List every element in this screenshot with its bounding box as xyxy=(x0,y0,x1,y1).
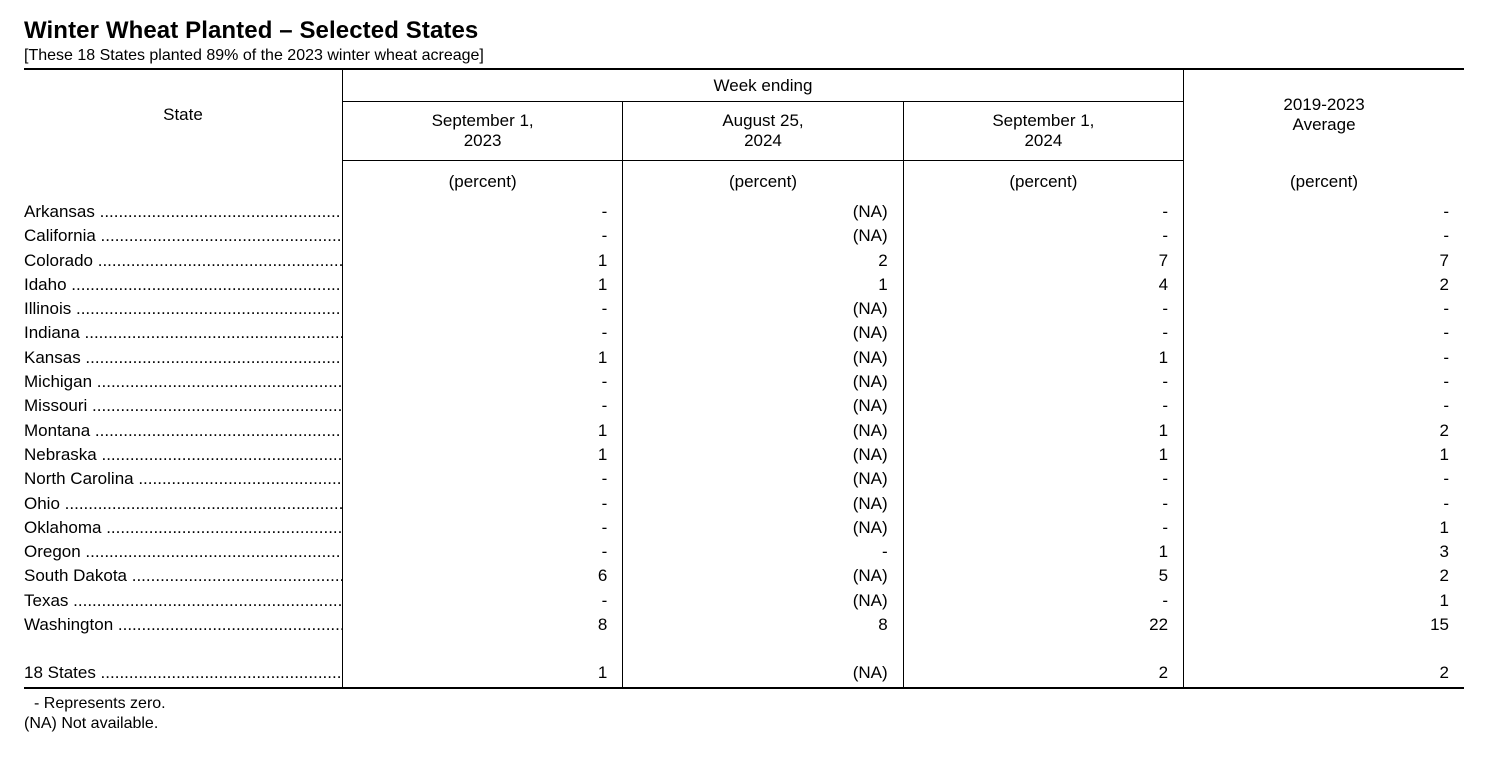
table-row xyxy=(24,564,1464,588)
state-name: Colorado ..... xyxy=(24,251,342,270)
state-name: Texas ..... xyxy=(24,591,342,610)
value-cell: (NA) xyxy=(623,589,903,613)
value-cell: 2 xyxy=(1184,419,1464,443)
value-cell: 1 xyxy=(342,249,622,273)
value-cell: 1 xyxy=(1184,443,1464,467)
value-cell: 7 xyxy=(1184,249,1464,273)
value-cell: - xyxy=(342,394,622,418)
state-cell xyxy=(24,321,342,345)
value-cell: - xyxy=(342,200,622,224)
value-cell: 3 xyxy=(1184,540,1464,564)
unit-label: (percent) xyxy=(342,161,622,201)
state-name: Illinois ..... xyxy=(24,299,342,318)
table-row xyxy=(24,492,1464,516)
state-name: 18 States ..... xyxy=(24,663,342,682)
state-name: Ohio ..... xyxy=(24,494,342,513)
state-cell xyxy=(24,659,342,688)
value-cell: 7 xyxy=(903,249,1183,273)
value-cell: - xyxy=(342,370,622,394)
average-column-header: 2019-2023 Average xyxy=(1184,69,1464,161)
state-cell xyxy=(24,589,342,613)
table-row xyxy=(24,443,1464,467)
state-cell xyxy=(24,467,342,491)
value-cell: (NA) xyxy=(623,492,903,516)
value-cell: (NA) xyxy=(623,200,903,224)
value-cell: - xyxy=(903,467,1183,491)
state-cell xyxy=(24,443,342,467)
value-cell: - xyxy=(342,540,622,564)
table-row xyxy=(24,540,1464,564)
value-cell: 2 xyxy=(623,249,903,273)
state-cell xyxy=(24,297,342,321)
value-cell: - xyxy=(1184,370,1464,394)
unit-row xyxy=(24,161,1464,201)
state-cell xyxy=(24,540,342,564)
value-cell: 4 xyxy=(903,273,1183,297)
value-cell: 1 xyxy=(903,540,1183,564)
value-cell: (NA) xyxy=(623,370,903,394)
state-cell xyxy=(24,516,342,540)
value-cell: - xyxy=(1184,346,1464,370)
state-name: Michigan ..... xyxy=(24,372,342,391)
state-name: Nebraska ..... xyxy=(24,445,342,464)
value-cell: (NA) xyxy=(623,659,903,688)
column-header-sep-2023: September 1, 2023 xyxy=(342,102,622,161)
value-cell: 1 xyxy=(903,443,1183,467)
table-row xyxy=(24,297,1464,321)
unit-label: (percent) xyxy=(623,161,903,201)
value-cell: - xyxy=(623,540,903,564)
state-cell xyxy=(24,224,342,248)
state-name: Oklahoma ..... xyxy=(24,518,342,537)
value-cell: 1 xyxy=(1184,589,1464,613)
value-cell: (NA) xyxy=(623,297,903,321)
table-row xyxy=(24,613,1464,637)
value-cell: - xyxy=(903,370,1183,394)
value-cell: (NA) xyxy=(623,564,903,588)
value-cell: - xyxy=(342,467,622,491)
state-name: South Dakota ..... xyxy=(24,566,342,585)
state-name: Washington ..... xyxy=(24,615,342,634)
state-cell xyxy=(24,346,342,370)
value-cell: - xyxy=(1184,492,1464,516)
page-title: Winter Wheat Planted – Selected States xyxy=(24,17,479,44)
value-cell: 2 xyxy=(1184,273,1464,297)
table-body xyxy=(24,161,1464,689)
value-cell: - xyxy=(903,394,1183,418)
state-name: Oregon ..... xyxy=(24,542,342,561)
table-row xyxy=(24,249,1464,273)
value-cell: - xyxy=(903,589,1183,613)
table-row xyxy=(24,200,1464,224)
unit-label: (percent) xyxy=(1184,161,1464,201)
unit-label: (percent) xyxy=(903,161,1183,201)
week-ending-header: Week ending xyxy=(342,69,1183,102)
state-cell xyxy=(24,200,342,224)
value-cell: - xyxy=(1184,297,1464,321)
state-cell xyxy=(24,492,342,516)
page-subtitle: [These 18 States planted 89% of the 2023 winter wheat acreage] xyxy=(24,47,484,64)
state-cell xyxy=(24,249,342,273)
value-cell: - xyxy=(342,492,622,516)
state-name: Missouri ..... xyxy=(24,396,342,415)
table-row xyxy=(24,370,1464,394)
state-cell xyxy=(24,564,342,588)
value-cell: 2 xyxy=(903,659,1183,688)
value-cell: 1 xyxy=(342,346,622,370)
table-row xyxy=(24,394,1464,418)
value-cell: - xyxy=(903,492,1183,516)
footnote-zero: - Represents zero. xyxy=(34,695,166,713)
column-header-sep-2024: September 1, 2024 xyxy=(903,102,1183,161)
table-row xyxy=(24,419,1464,443)
value-cell: - xyxy=(1184,200,1464,224)
table-row xyxy=(24,516,1464,540)
state-name: Indiana ..... xyxy=(24,323,342,342)
value-cell: (NA) xyxy=(623,467,903,491)
value-cell: 1 xyxy=(903,419,1183,443)
value-cell: 15 xyxy=(1184,613,1464,637)
table-row xyxy=(24,467,1464,491)
column-header-aug-2024: August 25, 2024 xyxy=(623,102,903,161)
value-cell: (NA) xyxy=(623,224,903,248)
state-name: Arkansas ..... xyxy=(24,202,342,221)
value-cell: - xyxy=(342,224,622,248)
value-cell: - xyxy=(1184,321,1464,345)
value-cell: - xyxy=(342,321,622,345)
value-cell: - xyxy=(1184,467,1464,491)
value-cell: - xyxy=(903,297,1183,321)
state-cell xyxy=(24,613,342,637)
value-cell: - xyxy=(903,224,1183,248)
value-cell: 5 xyxy=(903,564,1183,588)
state-cell xyxy=(24,419,342,443)
report-page xyxy=(24,16,1464,734)
value-cell: 1 xyxy=(342,419,622,443)
state-name: California ..... xyxy=(24,226,342,245)
value-cell: (NA) xyxy=(623,419,903,443)
value-cell: - xyxy=(342,297,622,321)
table-row xyxy=(24,321,1464,345)
value-cell: 1 xyxy=(903,346,1183,370)
value-cell: 6 xyxy=(342,564,622,588)
value-cell: 2 xyxy=(1184,659,1464,688)
value-cell: - xyxy=(903,200,1183,224)
total-row xyxy=(24,659,1464,688)
state-name: Idaho ..... xyxy=(24,275,342,294)
state-name: Kansas ..... xyxy=(24,348,342,367)
value-cell: 8 xyxy=(342,613,622,637)
table-row xyxy=(24,273,1464,297)
state-cell xyxy=(24,273,342,297)
value-cell: 1 xyxy=(342,443,622,467)
footnote-na: (NA) Not available. xyxy=(24,715,159,733)
table-row xyxy=(24,224,1464,248)
state-name: North Carolina ..... xyxy=(24,469,342,488)
value-cell: (NA) xyxy=(623,516,903,540)
value-cell: - xyxy=(903,321,1183,345)
state-cell xyxy=(24,394,342,418)
value-cell: 1 xyxy=(342,659,622,688)
value-cell: - xyxy=(342,516,622,540)
value-cell: (NA) xyxy=(623,321,903,345)
state-column-header: State xyxy=(24,69,342,161)
value-cell: - xyxy=(903,516,1183,540)
value-cell: 1 xyxy=(623,273,903,297)
state-name: Montana ..... xyxy=(24,421,342,440)
value-cell: - xyxy=(1184,224,1464,248)
value-cell: - xyxy=(342,589,622,613)
value-cell: (NA) xyxy=(623,443,903,467)
value-cell: 2 xyxy=(1184,564,1464,588)
value-cell: 1 xyxy=(342,273,622,297)
value-cell: (NA) xyxy=(623,346,903,370)
spacer-row xyxy=(24,637,1464,659)
winter-wheat-table xyxy=(24,68,1464,689)
table-row xyxy=(24,589,1464,613)
state-cell xyxy=(24,370,342,394)
value-cell: (NA) xyxy=(623,394,903,418)
value-cell: 1 xyxy=(1184,516,1464,540)
value-cell: - xyxy=(1184,394,1464,418)
value-cell: 8 xyxy=(623,613,903,637)
table-row xyxy=(24,346,1464,370)
value-cell: 22 xyxy=(903,613,1183,637)
